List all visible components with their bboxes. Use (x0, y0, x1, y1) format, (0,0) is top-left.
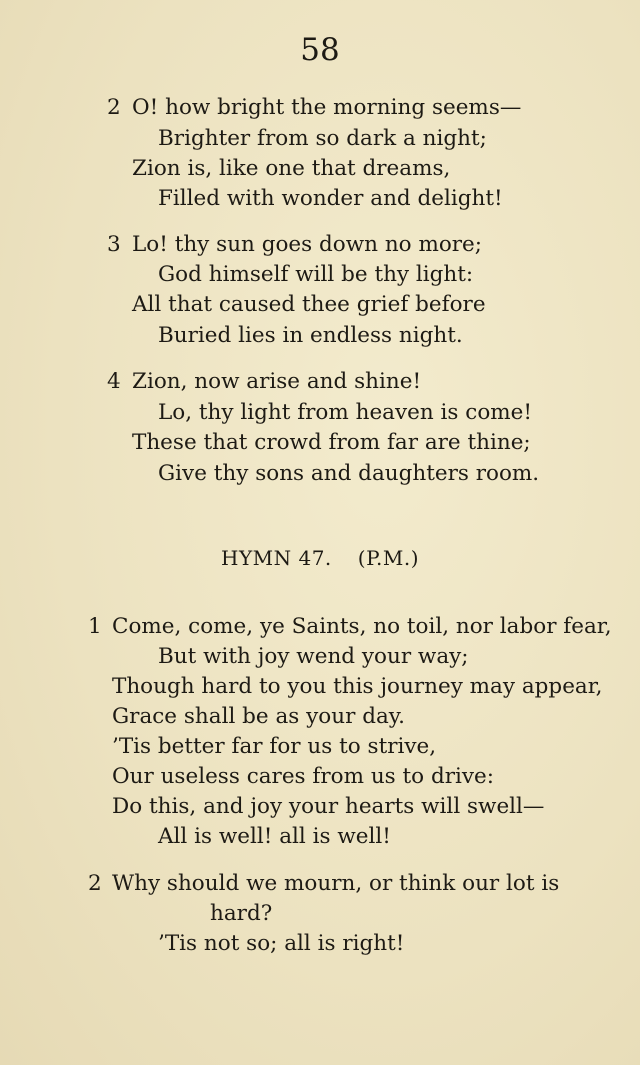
hymn-heading (0, 543, 640, 573)
verse-line: O! how bright the morning seems— (132, 95, 522, 120)
page-number: 58 (300, 32, 340, 68)
verse-line: Brighter from so dark a night; (158, 126, 487, 151)
verse-line: Come, come, ye Saints, no toil, nor labor fear, (112, 614, 612, 639)
verse-line: God himself will be thy light: (158, 262, 474, 287)
stanza-number: 4 (107, 369, 121, 394)
verse-line: ’Tis not so; all is right! (158, 931, 405, 956)
verse-line: Lo, thy light from heaven is come! (158, 400, 533, 425)
stanza-number: 1 (88, 614, 102, 639)
verse-line: Grace shall be as your day. (112, 704, 405, 729)
hymn-meter: (P.M.) (357, 546, 419, 570)
verse-line: Though hard to you this journey may appear, (112, 674, 603, 699)
verse-line: ’Tis better far for us to strive, (112, 734, 437, 759)
stanza-number: 2 (107, 95, 121, 120)
verse-line: Zion is, like one that dreams, (132, 156, 451, 181)
verse-line: Give thy sons and daughters room. (158, 461, 540, 486)
verse-line: All is well! all is well! (158, 824, 391, 849)
verse-line: Our useless cares from us to drive: (112, 764, 494, 789)
verse-line: Lo! thy sun goes down no more; (132, 232, 483, 257)
verse-line: Filled with wonder and delight! (158, 186, 503, 211)
verse-line: Why should we mourn, or think our lot is (112, 871, 560, 896)
stanza-number: 2 (88, 871, 102, 896)
verse-line: Buried lies in endless night. (158, 323, 463, 348)
verse-line: Do this, and joy your hearts will swell— (112, 794, 545, 819)
hymn-title: HYMN 47. (221, 546, 332, 570)
verse-line: Zion, now arise and shine! (132, 369, 422, 394)
verse-line: These that crowd from far are thine; (132, 430, 531, 455)
verse-line: But with joy wend your way; (158, 644, 469, 669)
stanza-number: 3 (107, 232, 121, 257)
verse-line: hard? (210, 901, 273, 926)
verse-line: All that caused thee grief before (132, 292, 486, 317)
